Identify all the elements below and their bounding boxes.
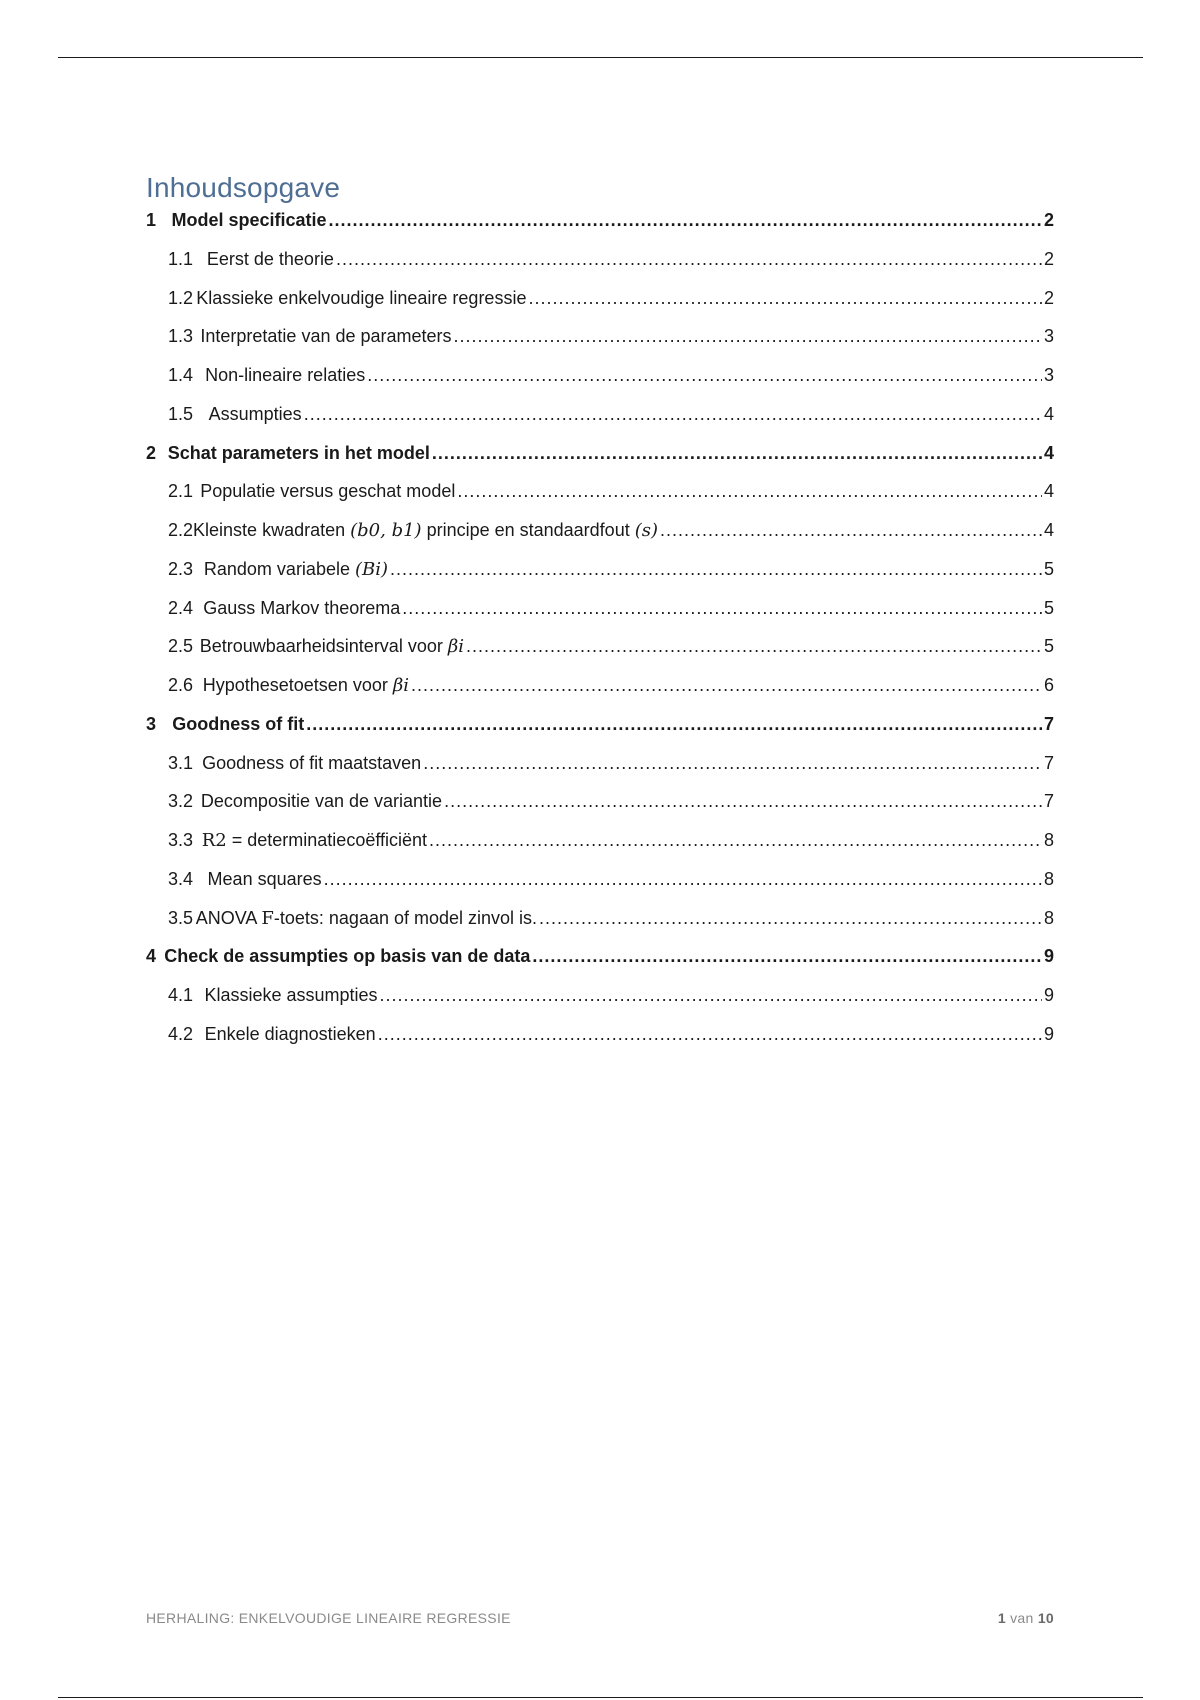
toc-entry-number: 2.1 <box>168 481 194 502</box>
toc-entry-1-3[interactable] <box>146 326 1054 365</box>
toc-entry-title <box>204 559 388 580</box>
toc-entry-page: 4 <box>1043 520 1054 540</box>
toc-entry-title: Goodness of fit <box>172 713 305 734</box>
toc-leader-dots <box>336 249 1042 270</box>
toc-entry-number: 1.4 <box>168 365 194 385</box>
toc-entry-title: Klassieke assumpties <box>204 985 378 1005</box>
toc-leader-dots <box>432 443 1042 464</box>
toc-entry-number: 3.2 <box>168 791 194 812</box>
toc-entry-2[interactable] <box>146 443 1054 482</box>
toc-entry-number: 2.5 <box>168 636 194 657</box>
toc-entry-1-1[interactable] <box>146 249 1054 288</box>
toc-entry-number: 2.3 <box>168 558 194 579</box>
toc-entry-page: 9 <box>1043 985 1054 1005</box>
toc-entry-number: 1.5 <box>168 403 194 424</box>
page-footer <box>146 1610 1054 1626</box>
toc-entry-page: 4 <box>1043 403 1054 424</box>
toc-title-math: R2 <box>201 830 227 851</box>
toc-entry-title: Schat parameters in het model <box>167 442 430 463</box>
toc-entry-4[interactable] <box>146 946 1054 985</box>
toc-entry-number: 2.6 <box>168 675 194 695</box>
toc-entry-1-2[interactable] <box>146 288 1054 327</box>
toc-leader-dots <box>528 288 1042 309</box>
toc-title-text: -toets: nagaan of model zinvol is. <box>273 907 538 928</box>
toc-entry-number: 4 <box>146 946 157 967</box>
toc-title-text: Betrouwbaarheidsinterval voor <box>199 636 448 657</box>
toc-entry-title <box>200 636 464 657</box>
toc-entry-2-2[interactable] <box>146 520 1054 559</box>
toc-entry-title: Goodness of fit maatstaven <box>202 752 422 773</box>
toc-entry-title: Eerst de theorie <box>206 248 334 269</box>
toc-entry-number: 3.5 <box>168 907 194 928</box>
toc-leader-dots <box>304 404 1042 425</box>
toc-entry-number: 2.4 <box>168 597 194 618</box>
footer-page-number <box>998 1610 1054 1626</box>
toc-leader-dots <box>411 675 1042 696</box>
toc-entry-title <box>202 830 427 851</box>
toc-title-text: ANOVA <box>195 907 262 928</box>
toc-entry-title: Model specificatie <box>171 210 327 230</box>
toc-title-math: βi <box>447 636 465 658</box>
toc-leader-dots <box>660 520 1042 541</box>
toc-title-text: = determinatiecoëfficiënt <box>226 830 428 850</box>
toc-entry-3-3[interactable] <box>146 830 1054 869</box>
toc-entry-number: 1.3 <box>168 326 194 347</box>
footer-rule <box>58 1697 1143 1698</box>
toc-entry-page: 2 <box>1043 248 1054 269</box>
toc-entry-number: 2 <box>146 442 157 463</box>
toc-entry-title: Interpretatie van de parameters <box>200 326 452 347</box>
toc-entry-title <box>196 908 537 929</box>
toc-leader-dots <box>329 210 1042 231</box>
toc-entry-title: Mean squares <box>207 868 322 889</box>
toc-entry-number: 1 <box>146 210 157 230</box>
toc-entry-number: 2.2 <box>168 520 194 540</box>
toc-entry-page: 9 <box>1043 946 1054 967</box>
toc-title-math: F <box>261 907 274 929</box>
toc-leader-dots <box>423 753 1042 774</box>
toc-entry-page: 8 <box>1043 868 1054 889</box>
toc-title-math: βi <box>392 675 410 696</box>
toc-leader-dots <box>532 946 1042 967</box>
toc-leader-dots <box>380 985 1042 1006</box>
toc-leader-dots <box>306 714 1042 735</box>
toc-entry-3-1[interactable] <box>146 753 1054 792</box>
toc-entry-page: 8 <box>1043 830 1054 850</box>
toc-entry-page: 7 <box>1043 713 1054 734</box>
toc-entry-title: Enkele diagnostieken <box>204 1023 376 1044</box>
toc-entry-page: 5 <box>1043 558 1054 579</box>
toc-entry-page: 7 <box>1043 752 1054 773</box>
toc-entry-1-4[interactable] <box>146 365 1054 404</box>
toc-entry-2-3[interactable] <box>146 559 1054 598</box>
toc-title-text: Random variabele <box>203 558 355 579</box>
toc-entry-2-5[interactable] <box>146 636 1054 675</box>
toc-entry-4-2[interactable] <box>146 1024 1054 1063</box>
toc-entry-page: 2 <box>1043 210 1054 230</box>
toc-entry-page: 5 <box>1043 636 1054 657</box>
toc-title-text: Hypothesetoetsen voor <box>202 675 393 695</box>
toc-entry-3-2[interactable] <box>146 791 1054 830</box>
toc-title-text: principe en standaardfout <box>421 520 635 540</box>
toc-entry-title: Assumpties <box>208 403 302 424</box>
toc-entry-2-6[interactable] <box>146 675 1054 714</box>
toc-entry-1-5[interactable] <box>146 404 1054 443</box>
toc-entry-number: 3.3 <box>168 830 194 850</box>
footer-page-current: 1 <box>997 1610 1006 1626</box>
toc-leader-dots <box>378 1024 1042 1045</box>
toc-entry-1[interactable] <box>146 210 1054 249</box>
toc-entry-page: 4 <box>1043 481 1054 502</box>
toc-heading: Inhoudsopgave <box>146 172 341 203</box>
toc-entry-2-1[interactable] <box>146 481 1054 520</box>
toc-leader-dots <box>444 791 1042 812</box>
toc-leader-dots <box>539 908 1042 929</box>
toc-entry-page: 3 <box>1043 326 1054 347</box>
table-of-contents <box>146 210 1054 1063</box>
footer-page-total: 10 <box>1037 1610 1054 1626</box>
toc-title-math: (b0, b1) <box>350 520 422 541</box>
toc-leader-dots <box>466 636 1042 657</box>
toc-entry-page: 4 <box>1043 442 1054 463</box>
toc-entry-title: Check de assumpties op basis van de data <box>164 946 531 967</box>
toc-entry-title <box>193 520 658 541</box>
toc-entry-number: 3 <box>146 713 157 734</box>
footer-page-of: van <box>1010 1610 1034 1626</box>
header-rule <box>58 57 1143 58</box>
toc-entry-4-1[interactable] <box>146 985 1054 1024</box>
toc-entry-title: Klassieke enkelvoudige lineaire regressie <box>196 287 527 308</box>
footer-document-title: HERHALING: ENKELVOUDIGE LINEAIRE REGRESSIE <box>146 1610 511 1626</box>
toc-entry-page: 2 <box>1043 287 1054 308</box>
toc-leader-dots <box>402 598 1042 619</box>
toc-entry-number: 1.1 <box>168 248 194 269</box>
toc-entry-page: 9 <box>1043 1023 1054 1044</box>
toc-title-math: (s) <box>634 520 659 541</box>
toc-entry-2-4[interactable] <box>146 598 1054 637</box>
toc-title-text: Kleinste kwadraten <box>193 520 351 540</box>
toc-leader-dots <box>390 559 1042 580</box>
toc-entry-title: Non-lineaire relaties <box>205 365 366 385</box>
toc-leader-dots <box>429 830 1042 851</box>
toc-entry-number: 3.4 <box>168 868 194 889</box>
toc-entry-number: 3.1 <box>168 752 194 773</box>
toc-entry-page: 3 <box>1043 365 1054 385</box>
toc-leader-dots <box>367 365 1042 386</box>
toc-leader-dots <box>457 481 1042 502</box>
toc-entry-page: 7 <box>1043 791 1054 812</box>
toc-entry-number: 1.2 <box>168 287 194 308</box>
toc-entry-number: 4.1 <box>168 985 194 1005</box>
toc-entry-3-4[interactable] <box>146 869 1054 908</box>
toc-leader-dots <box>324 869 1042 890</box>
toc-entry-title: Populatie versus geschat model <box>200 481 456 502</box>
toc-entry-3[interactable] <box>146 714 1054 753</box>
toc-entry-title <box>203 675 409 696</box>
toc-entry-page: 6 <box>1043 675 1054 695</box>
toc-entry-page: 5 <box>1043 597 1054 618</box>
toc-entry-title: Gauss Markov theorema <box>203 597 401 618</box>
toc-entry-title: Decompositie van de variantie <box>200 791 443 812</box>
toc-title-math: (Bi) <box>354 558 389 580</box>
toc-leader-dots <box>454 326 1042 347</box>
toc-entry-3-5[interactable] <box>146 908 1054 947</box>
toc-entry-number: 4.2 <box>168 1023 194 1044</box>
toc-entry-page: 8 <box>1043 907 1054 928</box>
